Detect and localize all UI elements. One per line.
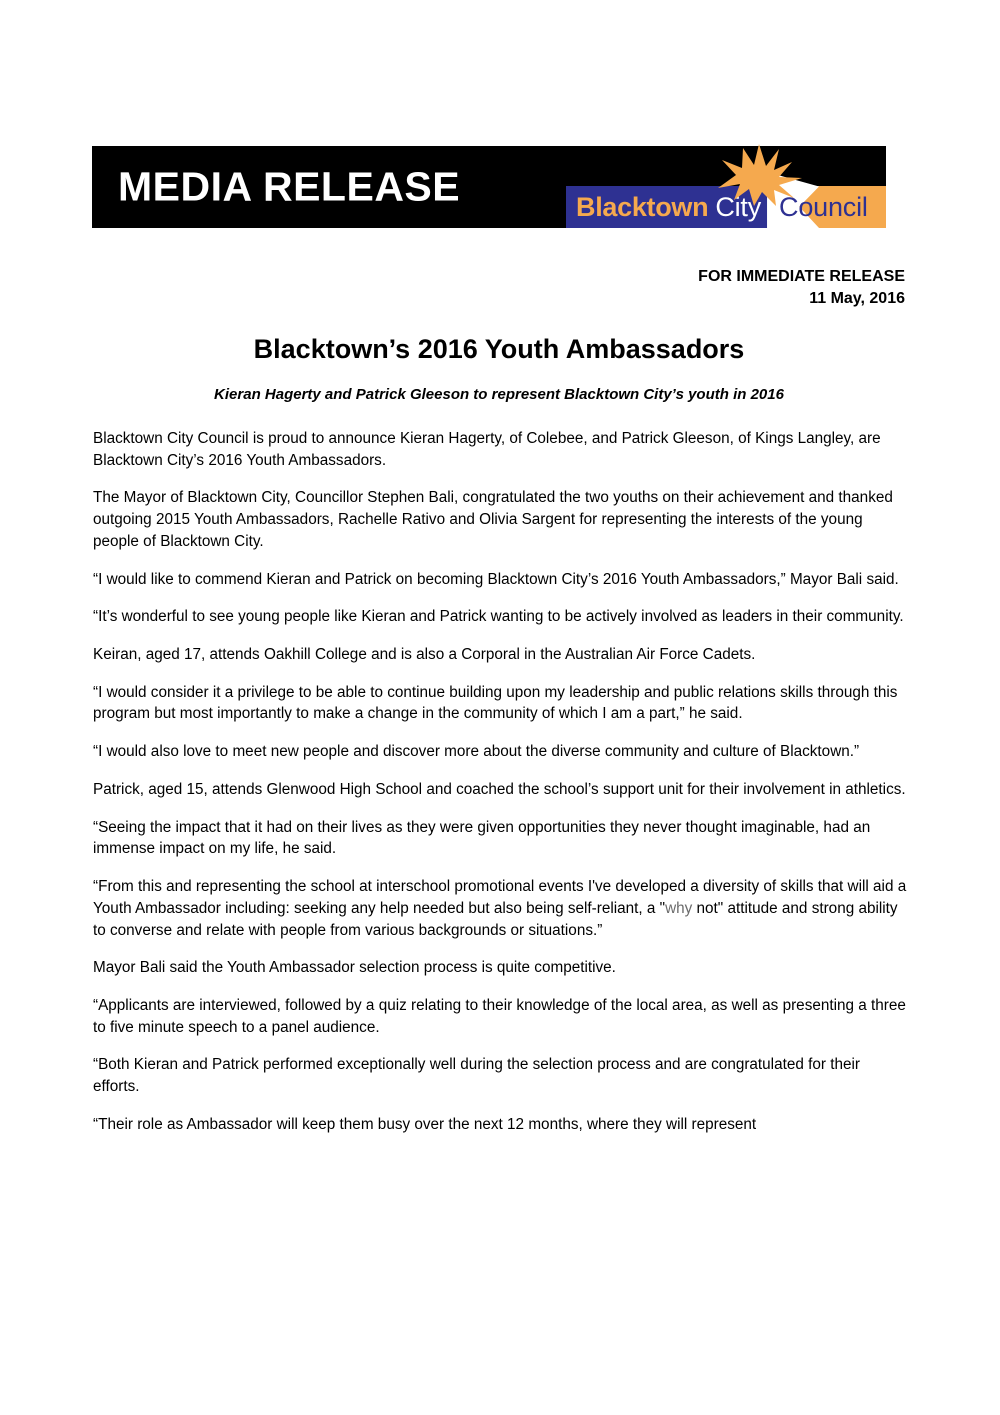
logo-word-blacktown: Blacktown (576, 191, 709, 222)
paragraph-grey-word: why (665, 899, 693, 917)
body-copy (93, 428, 907, 1152)
paragraph: “Both Kieran and Patrick performed exceptionally well during the selection process and are congratulated for their efforts. (93, 1056, 860, 1096)
banner-title: MEDIA RELEASE (118, 163, 461, 210)
paragraph: The Mayor of Blacktown City, Councillor Stephen Bali, congratulated the two youths on their achievement and thanked outgoing 2015 Youth Ambassadors, Rachelle Rativo and Olivia Sargent for representing the interests of the young people of Blacktown City. (93, 489, 893, 550)
paragraph-mixed-quotes (93, 876, 907, 941)
paragraph: Mayor Bali said the Youth Ambassador selection process is quite competitive. (93, 959, 616, 977)
paragraph: Patrick, aged 15, attends Glenwood High School and coached the school’s support unit for their involvement in athletics. (93, 780, 906, 798)
release-date: 11 May, 2016 (809, 289, 905, 307)
paragraph-text-part1: “From this and representing the school at interschool promotional events I've developed a diversity of skills that will aid a Youth Ambassador including: seeking any help needed but also being self-reliant, a " (93, 878, 907, 917)
blacktown-city-council-logo (566, 146, 886, 228)
paragraph: “I would like to commend Kieran and Patrick on becoming Blacktown City’s 2016 Youth Ambassadors,” Mayor Bali said. (93, 570, 899, 588)
paragraph: Blacktown City Council is proud to announce Kieran Hagerty, of Colebee, and Patrick Gleeson, of Kings Langley, are Blacktown City’s 2016 Youth Ambassadors. (93, 430, 881, 469)
page-subtitle: Kieran Hagerty and Patrick Gleeson to represent Blacktown City’s youth in 2016 (214, 386, 784, 403)
paragraph: Keiran, aged 17, attends Oakhill College and is also a Corporal in the Australian Air Force Cadets. (93, 646, 756, 664)
paragraph-text-part2: not" attitude and strong ability to converse and relate with people from various backgrounds or situations.” (93, 899, 898, 939)
page-title: Blacktown’s 2016 Youth Ambassadors (253, 334, 745, 364)
immediate-release-label: FOR IMMEDIATE RELEASE (698, 268, 905, 285)
paragraph: “I would also love to meet new people and discover more about the diverse community and culture of Blacktown.” (93, 743, 860, 761)
logo-word-city: City (715, 191, 762, 222)
paragraph: “Their role as Ambassador will keep them busy over the next 12 months, where they will represent (93, 1115, 757, 1133)
paragraph: “Applicants are interviewed, followed by a quiz relating to their knowledge of the local area, as well as presenting a three to five minute speech to a panel audience. (93, 996, 906, 1036)
header-banner (92, 146, 886, 228)
paragraph: “Seeing the impact that it had on their lives as they were given opportunities they never thought imaginable, had an immense impact on my life, he said. (93, 818, 871, 858)
release-info (93, 266, 905, 309)
paragraph: “I would consider it a privilege to be able to continue building upon my leadership and public relations skills through this program but most importantly to make a change in the community of which I am a part,” he said. (93, 683, 898, 723)
sunburst-star-icon (716, 144, 802, 206)
paragraph: “It’s wonderful to see young people like Kieran and Patrick wanting to be actively involved as leaders in their community. (93, 608, 904, 626)
logo-word-council: Council (779, 191, 868, 222)
